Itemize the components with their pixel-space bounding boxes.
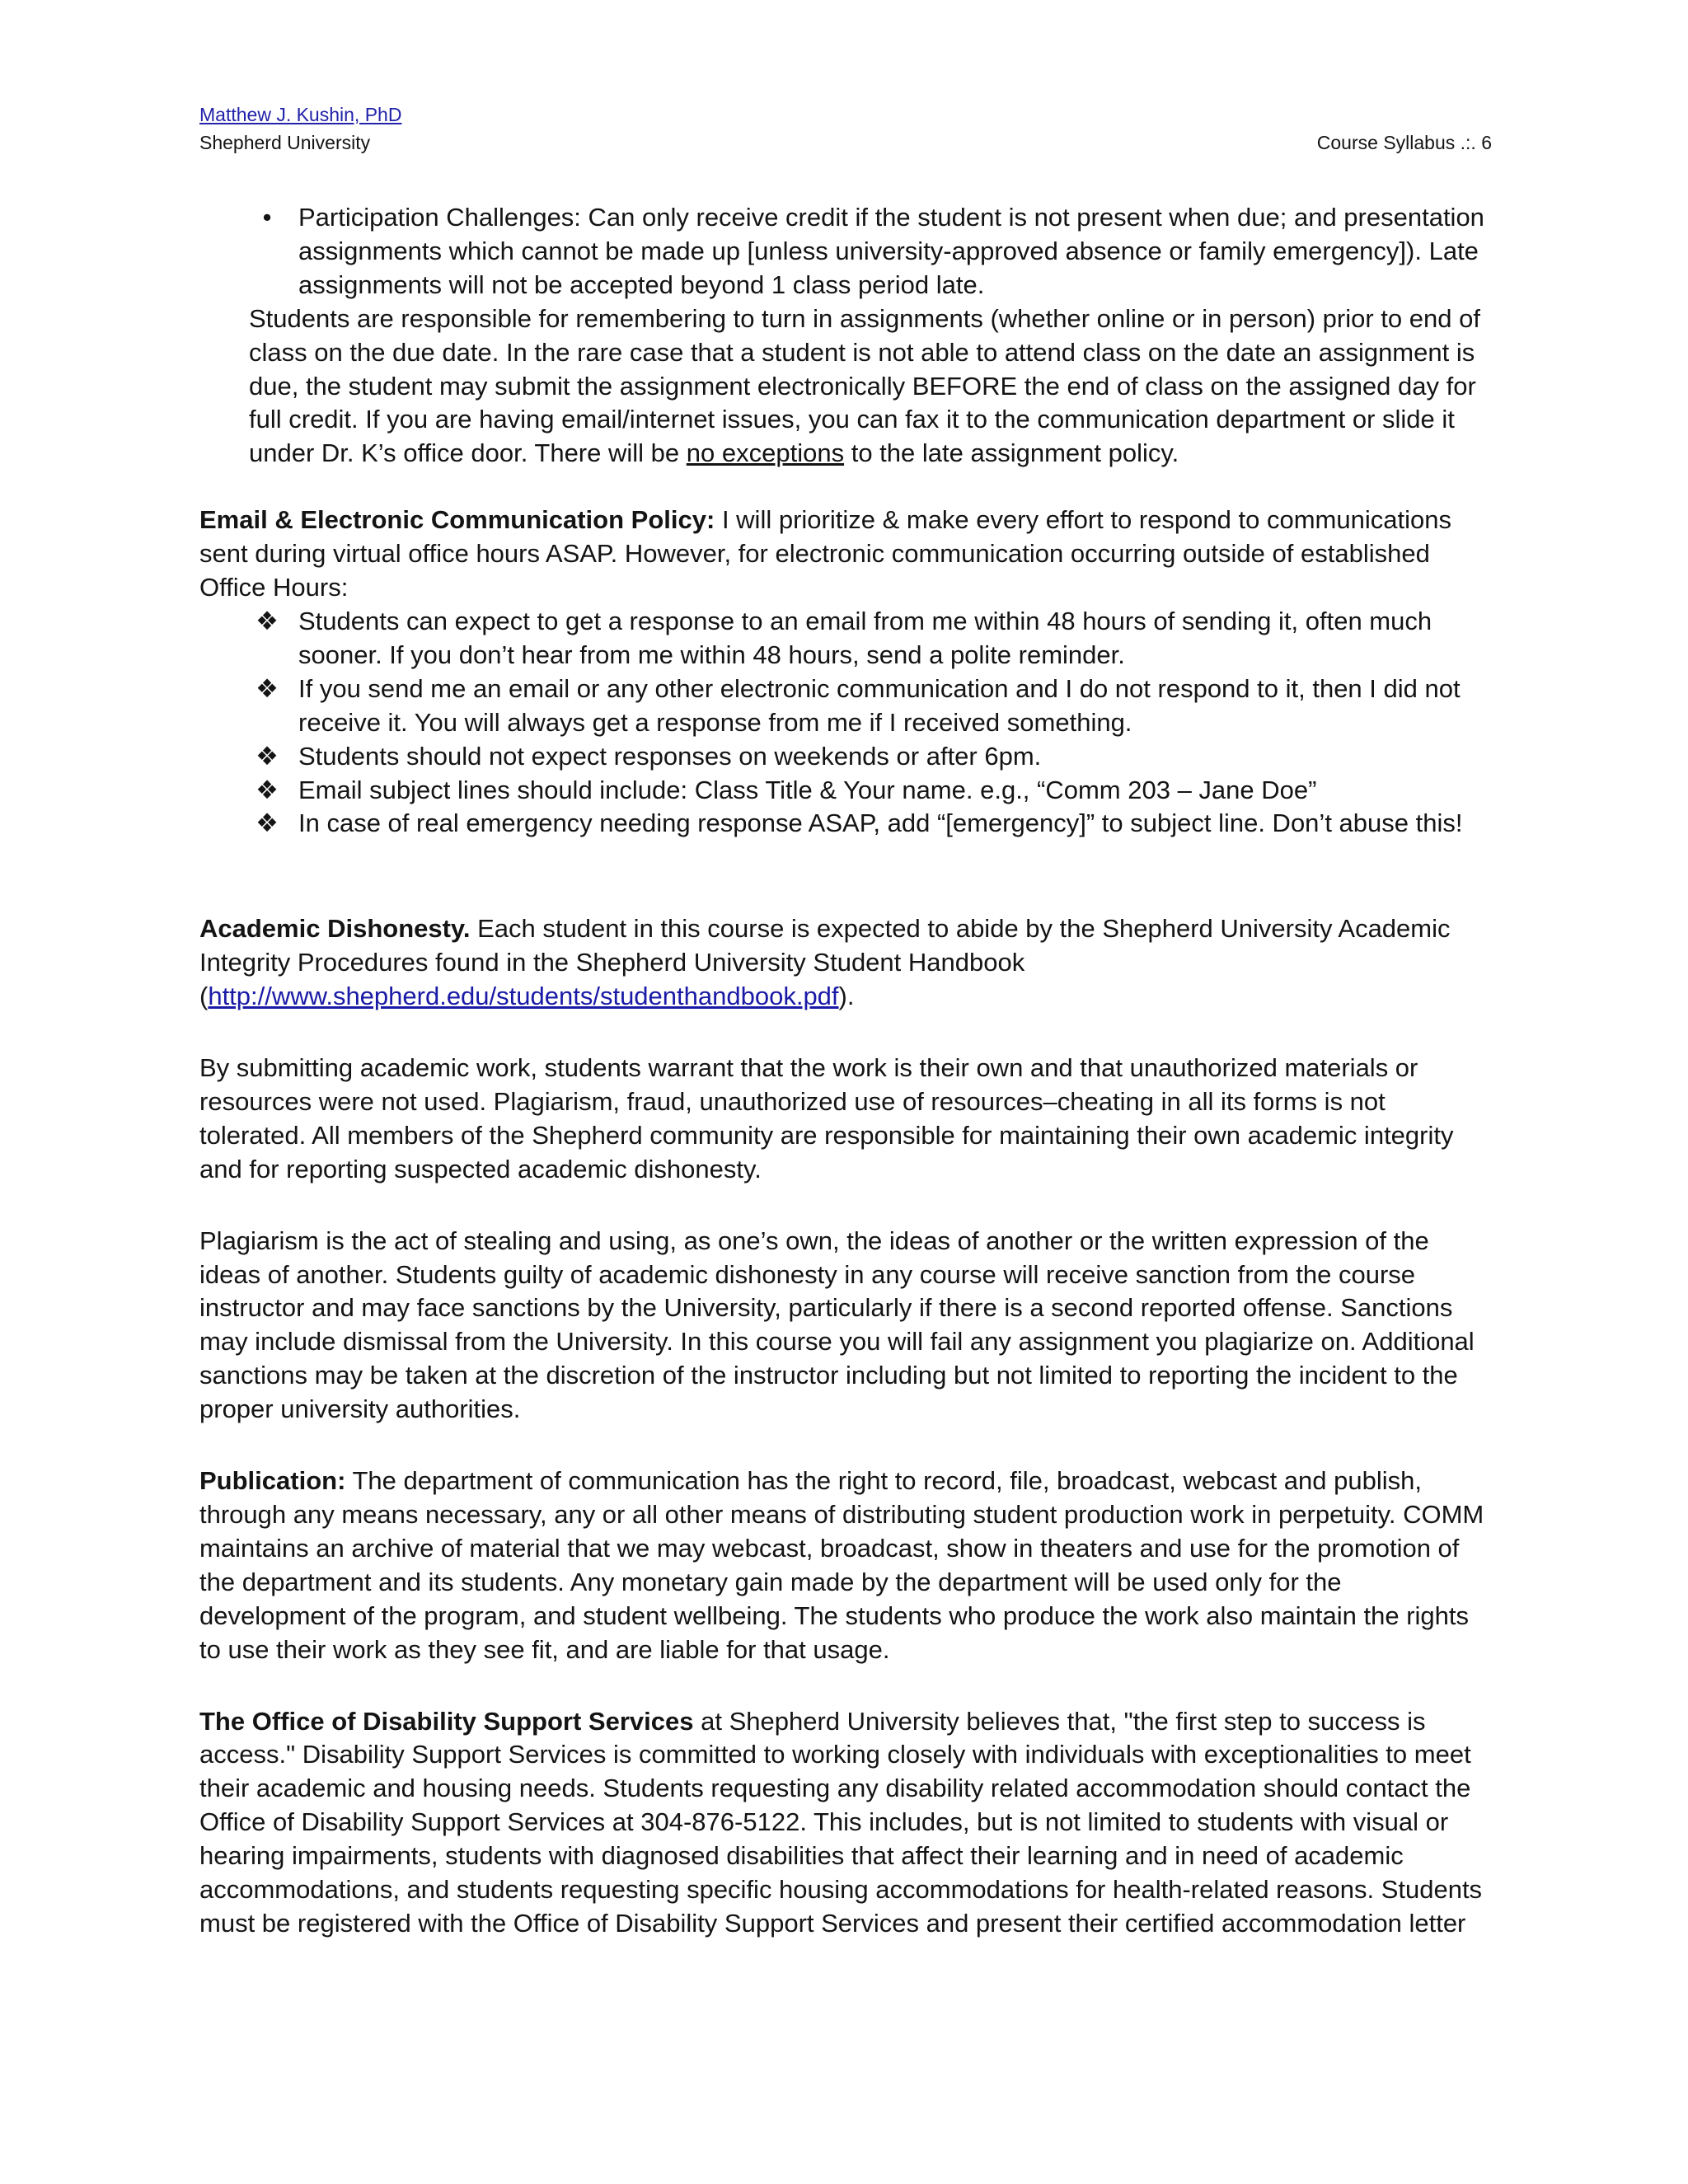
page-header (199, 101, 1492, 157)
email-policy-heading: Email & Electronic Communication Policy: (199, 505, 715, 535)
late-policy-paragraph (199, 302, 1493, 471)
student-handbook-link[interactable]: http://www.shepherd.edu/students/studenthandbook.pdf (208, 982, 839, 1011)
email-policy-intro (199, 504, 1493, 605)
list-item (199, 673, 1493, 740)
plagiarism-paragraph: Plagiarism is the act of stealing and using, as one’s own, the ideas of another or the written expression of the ideas of another. Students guilty of academic dishonesty in any course will receive sanction from the course instructor and may face sanctions by the University, particularly if there is a second reported offense. Sanctions may include dismissal from the University. In this course you will fail any assignment you plagiarize on. Additional sanctions may be taken at the discretion of the instructor including but not limited to reporting the incident to the proper university authorities. (199, 1226, 1475, 1424)
list-item (199, 807, 1493, 841)
academic-dishonesty-text: Each student in this course is expected to abide by the Shepherd University Academic Integrity Procedures found in the Shepherd University Student Handbook (199, 914, 1451, 977)
institution-name: Shepherd University (199, 132, 371, 153)
late-policy-text-end: to the late assignment policy. (851, 438, 1179, 468)
paren-open: ( (199, 982, 209, 1011)
page-content (199, 201, 1493, 1941)
no-exceptions-emphasis: no exceptions (686, 438, 845, 468)
email-policy-list (199, 605, 1493, 841)
list-item (199, 774, 1493, 808)
academic-dishonesty-paragraph (199, 912, 1493, 1014)
publication-paragraph (199, 1465, 1493, 1666)
email-policy-item: Students can expect to get a response to an email from me within 48 hours of sending it, often much sooner. If you don’t hear from me within 48 hours, send a polite reminder. (298, 606, 1432, 669)
list-item (199, 201, 1493, 302)
email-policy-item: Email subject lines should include: Class Title & Your name. e.g., “Comm 203 – Jane Doe” (298, 775, 1317, 804)
participation-list (199, 201, 1493, 302)
author-link[interactable]: Matthew J. Kushin, PhD (199, 104, 402, 125)
paren-close: ). (838, 982, 855, 1011)
academic-dishonesty-heading: Academic Dishonesty. (199, 914, 471, 944)
disability-text: at Shepherd University believes that, "the first step to success is access." Disability Support Services is committed to working closely with individuals with exceptionalities to meet their academic and housing needs. Students requesting any disability related accommodation should contact the Office of Disability Support Services at 304-876-5122. This includes, but is not limited to students with visual or hearing impairments, students with diagnosed disabilities that affect their learning and in need of academic accommodations, and students requesting specific housing accommodations for health-related reasons. Students must be registered with the Office of Disability Support Services and present their certified accommodation letter (199, 1706, 1483, 1938)
email-policy-item: Students should not expect responses on weekends or after 6pm. (298, 741, 1042, 771)
list-item (199, 740, 1493, 774)
email-policy-item: In case of real emergency needing response ASAP, add “[emergency]” to subject line. Don’t abuse this! (298, 808, 1463, 838)
diamond-bullet-icon: ❖ (256, 741, 279, 771)
diamond-bullet-icon: ❖ (256, 673, 279, 703)
list-item (199, 605, 1493, 673)
publication-heading: Publication: (199, 1466, 346, 1496)
publication-text: The department of communication has the right to record, file, broadcast, webcast and publish, through any means necessary, any or all other means of distributing student production work in perpetuity. COMM maintains an archive of material that we may webcast, broadcast, show in theaters and use for the promotion of the department and its students. Any monetary gain made by the department will be used only for the development of the program, and student wellbeing. The students who produce the work also maintain the rights to use their work as they see fit, and are liable for that usage. (199, 1466, 1484, 1664)
email-policy-intro-text: I will prioritize & make every effort to respond to communications sent during virtual office hours ASAP. However, for electronic communication occurring outside of established Office Hours: (199, 505, 1451, 602)
academic-work-paragraph: By submitting academic work, students warrant that the work is their own and that unauthorized materials or resources were not used. Plagiarism, fraud, unauthorized use of resources–cheating in all its forms is not tolerated. All members of the Shepherd community are responsible for maintaining their own academic integrity and for reporting suspected academic dishonesty. (199, 1053, 1454, 1183)
late-policy-text: Students are responsible for remembering to turn in assignments (whether online or in person) prior to end of class on the due date. In the rare case that a student is not able to attend class on the date an assignment is due, the student may submit the assignment electronically BEFORE the end of class on the assigned day for full credit. If you are having email/internet issues, you can fax it to the communication department or slide it under Dr. K’s office door. There will be (249, 303, 1480, 468)
diamond-bullet-icon: ❖ (256, 775, 279, 804)
diamond-bullet-icon: ❖ (256, 808, 279, 838)
disability-heading: The Office of Disability Support Services (199, 1706, 694, 1736)
email-policy-item: If you send me an email or any other electronic communication and I do not respond to it, then I did not receive it. You will always get a response from me if I received something. (298, 673, 1461, 737)
participation-item-text: Participation Challenges: Can only receive credit if the student is not present when due; and presentation assignments which cannot be made up [unless university-approved absence or family emergency]). Late assignments will not be accepted beyond 1 class period late. (298, 203, 1484, 299)
bullet-dot-icon: • (262, 203, 272, 232)
diamond-bullet-icon: ❖ (256, 606, 279, 635)
disability-paragraph (199, 1705, 1493, 1941)
page-label: Course Syllabus .:. 6 (1316, 132, 1492, 153)
